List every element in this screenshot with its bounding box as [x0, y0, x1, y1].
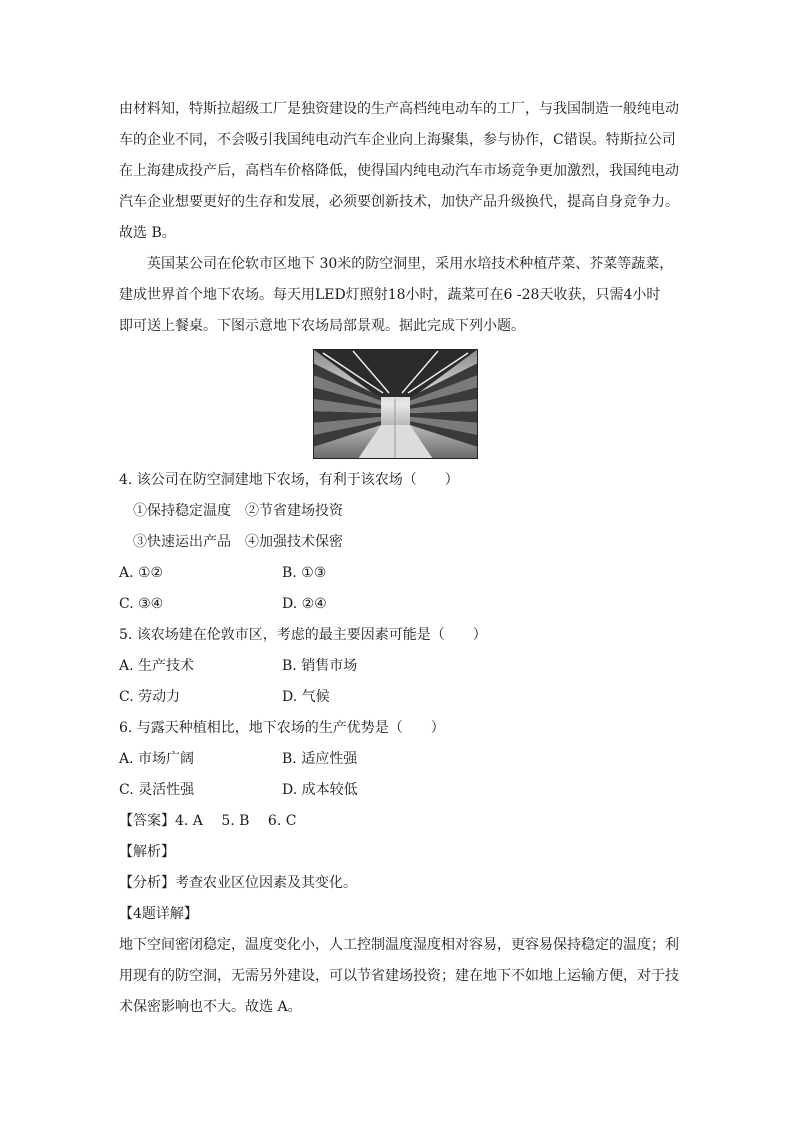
option-b: B. ①③ — [282, 565, 327, 581]
text-line: 由材料知，特斯拉超级工厂是独资建设的生产高档纯电动车的工厂，与我国制造一般纯电动 — [119, 101, 679, 117]
statement-line: ①保持稳定温度 ②节省建场投资 — [133, 503, 343, 519]
option-b: B. 销售市场 — [282, 658, 358, 674]
analysis-point: 【分析】考查农业区位因素及其变化。 — [119, 875, 357, 891]
text-line: 故选 B。 — [119, 225, 176, 241]
material-paragraph — [119, 249, 694, 342]
option-a: A. 生产技术 — [119, 658, 195, 674]
farm-photo-graphic — [313, 349, 478, 459]
options-row — [119, 651, 694, 682]
text-line: 在上海建成投产后，高档车价格降低，使得国内纯电动汽车市场竞争更加激烈，我国纯电动 — [119, 163, 679, 179]
question-4 — [119, 465, 694, 620]
option-d: D. 气候 — [282, 689, 330, 705]
answer-line: 【答案】4. A 5. B 6. C — [119, 813, 297, 829]
question-stem: 6. 与露天种植相比，地下农场的生产优势是（ ） — [119, 720, 445, 736]
document-page — [119, 94, 694, 1023]
detail-heading: 【4题详解】 — [119, 906, 198, 922]
text-line: 术保密影响也不大。故选 A。 — [119, 999, 302, 1015]
option-c: C. 灵活性强 — [119, 782, 195, 798]
text-line: 车的企业不同，不会吸引我国纯电动汽车企业向上海聚集，参与协作，C错误。特斯拉公司 — [119, 132, 676, 148]
options-row — [119, 775, 694, 806]
options-row — [119, 744, 694, 775]
text-line: 建成世界首个地下农场。每天用LED灯照射18小时，蔬菜可在6 -28天收获，只需4小时 — [119, 287, 661, 303]
text-line: 地下空间密闭稳定，温度变化小，人工控制温度湿度相对容易，更容易保持稳定的温度；利 — [119, 937, 679, 953]
text-line: 英国某公司在伦软市区地下 30米的防空洞里，采用水培技术种植芹菜、芥菜等蔬菜， — [147, 256, 674, 272]
option-c: C. ③④ — [119, 596, 164, 612]
intro-paragraph — [119, 94, 694, 249]
options-row — [119, 682, 694, 713]
question-stem: 4. 该公司在防空洞建地下农场，有利于该农场（ ） — [119, 472, 459, 488]
underground-farm-photo — [313, 349, 478, 459]
option-c: C. 劳动力 — [119, 689, 181, 705]
text-line: 汽车企业想要更好的生存和发展，必须要创新技术，加快产品升级换代，提高自身竞争力。 — [119, 194, 679, 210]
question-stem: 5. 该农场建在伦敦市区，考虑的最主要因素可能是（ ） — [119, 627, 487, 643]
analysis-heading: 【解析】 — [119, 844, 175, 860]
detail-paragraph — [119, 930, 694, 1023]
option-a: A. 市场广阔 — [119, 751, 195, 767]
option-a: A. ①② — [119, 565, 164, 581]
text-line: 用现有的防空洞，无需另外建设，可以节省建场投资；建在地下不如地上运输方便，对于技 — [119, 968, 679, 984]
options-row — [119, 558, 694, 589]
options-row — [119, 589, 694, 620]
option-b: B. 适应性强 — [282, 751, 358, 767]
option-d: D. 成本较低 — [282, 782, 358, 798]
question-5 — [119, 620, 694, 713]
statement-line: ③快速运出产品 ④加强技术保密 — [133, 534, 343, 550]
text-line: 即可送上餐桌。下图示意地下农场局部景观。据此完成下列小题。 — [119, 318, 525, 334]
question-6 — [119, 713, 694, 806]
option-d: D. ②④ — [282, 596, 327, 612]
